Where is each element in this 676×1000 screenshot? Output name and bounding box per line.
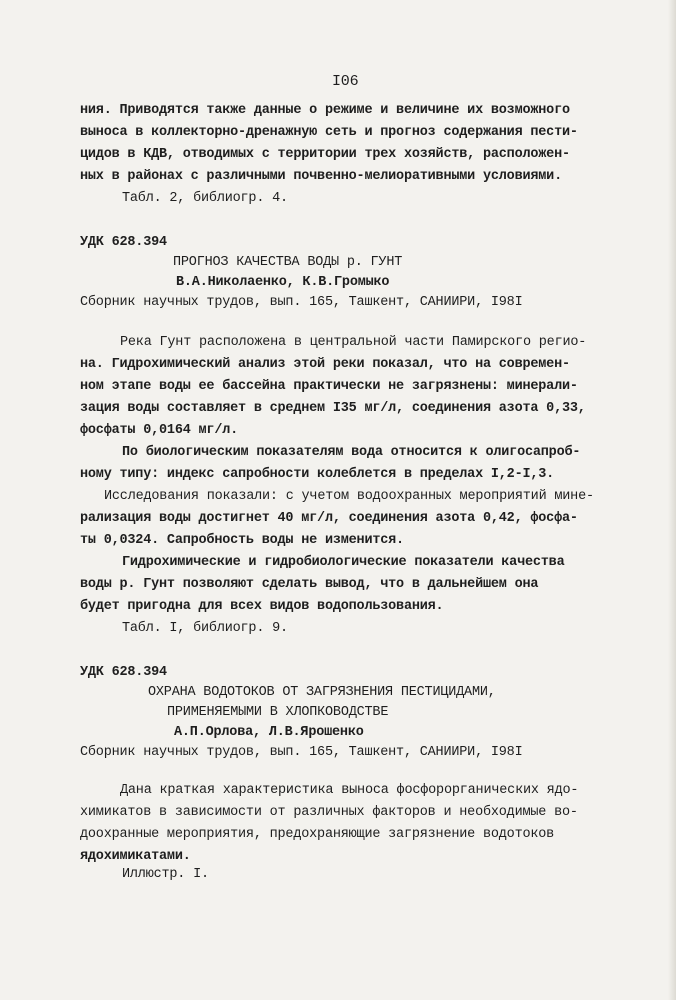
entry1-authors: В.А.Николаенко, К.В.Громыко <box>176 275 390 290</box>
entry1-body-4: зация воды составляет в среднем I35 мг/л, соединения азота 0,33, <box>80 401 586 416</box>
entry2-title-2: ПРИМЕНЯЕМЫМИ В ХЛОПКОВОДСТВЕ <box>167 705 389 720</box>
intro-line-1: ния. Приводятся также данные о режиме и величине их возможного <box>80 103 570 118</box>
entry1-body-7: ному типу: индекс сапробности колеблется в пределах I,2-I,3. <box>80 467 555 482</box>
entry2-source: Сборник научных трудов, вып. 165, Ташкент, САНИИРИ, I98I <box>80 745 523 760</box>
entry2-body-2: химикатов в зависимости от различных факторов и необходимые во- <box>80 805 578 820</box>
intro-line-4: ных в районах с различными почвенно-мелиоративными условиями. <box>80 169 562 184</box>
entry1-body-10: ты 0,0324. Сапробность воды не изменится. <box>80 533 404 548</box>
entry2-body-3: доохранные мероприятия, предохраняющие загрязнение водотоков <box>80 827 555 842</box>
entry1-body-9: рализация воды достигнет 40 мг/л, соединения азота 0,42, фосфа- <box>80 511 578 526</box>
entry2-refs: Иллюстр. I. <box>122 867 209 882</box>
entry2-udk: УДК 628.394 <box>80 665 167 680</box>
entry1-title: ПРОГНОЗ КАЧЕСТВА ВОДЫ р. ГУНТ <box>173 255 403 270</box>
page-edge-shadow <box>668 0 676 1000</box>
intro-line-3: цидов в КДВ, отводимых с территории трех хозяйств, расположен- <box>80 147 570 162</box>
entry1-body-13: будет пригодна для всех видов водопользования. <box>80 599 444 614</box>
entry2-body-4: ядохимикатами. <box>80 849 191 864</box>
entry1-body-8: Исследования показали: с учетом водоохранных мероприятий мине- <box>104 489 594 504</box>
entry1-body-11: Гидрохимические и гидробиологические показатели качества <box>122 555 565 570</box>
entry1-body-3: ном этапе воды ее бассейна практически не загрязнены: минерали- <box>80 379 578 394</box>
entry1-body-12: воды р. Гунт позволяют сделать вывод, что в дальнейшем она <box>80 577 539 592</box>
entry1-udk: УДК 628.394 <box>80 235 167 250</box>
entry2-authors: А.П.Орлова, Л.В.Ярошенко <box>174 725 364 740</box>
entry1-body-1: Река Гунт расположена в центральной части Памирского регио- <box>120 335 587 350</box>
entry1-body-2: на. Гидрохимический анализ этой реки показал, что на современ- <box>80 357 570 372</box>
entry2-body-1: Дана краткая характеристика выноса фосфорорганических ядо- <box>120 783 579 798</box>
entry1-body-6: По биологическим показателям вода относится к олигосапроб- <box>122 445 581 460</box>
page-number: I06 <box>332 73 359 90</box>
entry2-title-1: ОХРАНА ВОДОТОКОВ ОТ ЗАГРЯЗНЕНИЯ ПЕСТИЦИДАМИ, <box>148 685 496 700</box>
intro-line-2: выноса в коллекторно-дренажную сеть и прогноз содержания пести- <box>80 125 578 140</box>
entry1-source: Сборник научных трудов, вып. 165, Ташкент, САНИИРИ, I98I <box>80 295 523 310</box>
entry1-refs: Табл. I, библиогр. 9. <box>122 621 288 636</box>
intro-refs: Табл. 2, библиогр. 4. <box>122 191 288 206</box>
entry1-body-5: фосфаты 0,0164 мг/л. <box>80 423 239 438</box>
